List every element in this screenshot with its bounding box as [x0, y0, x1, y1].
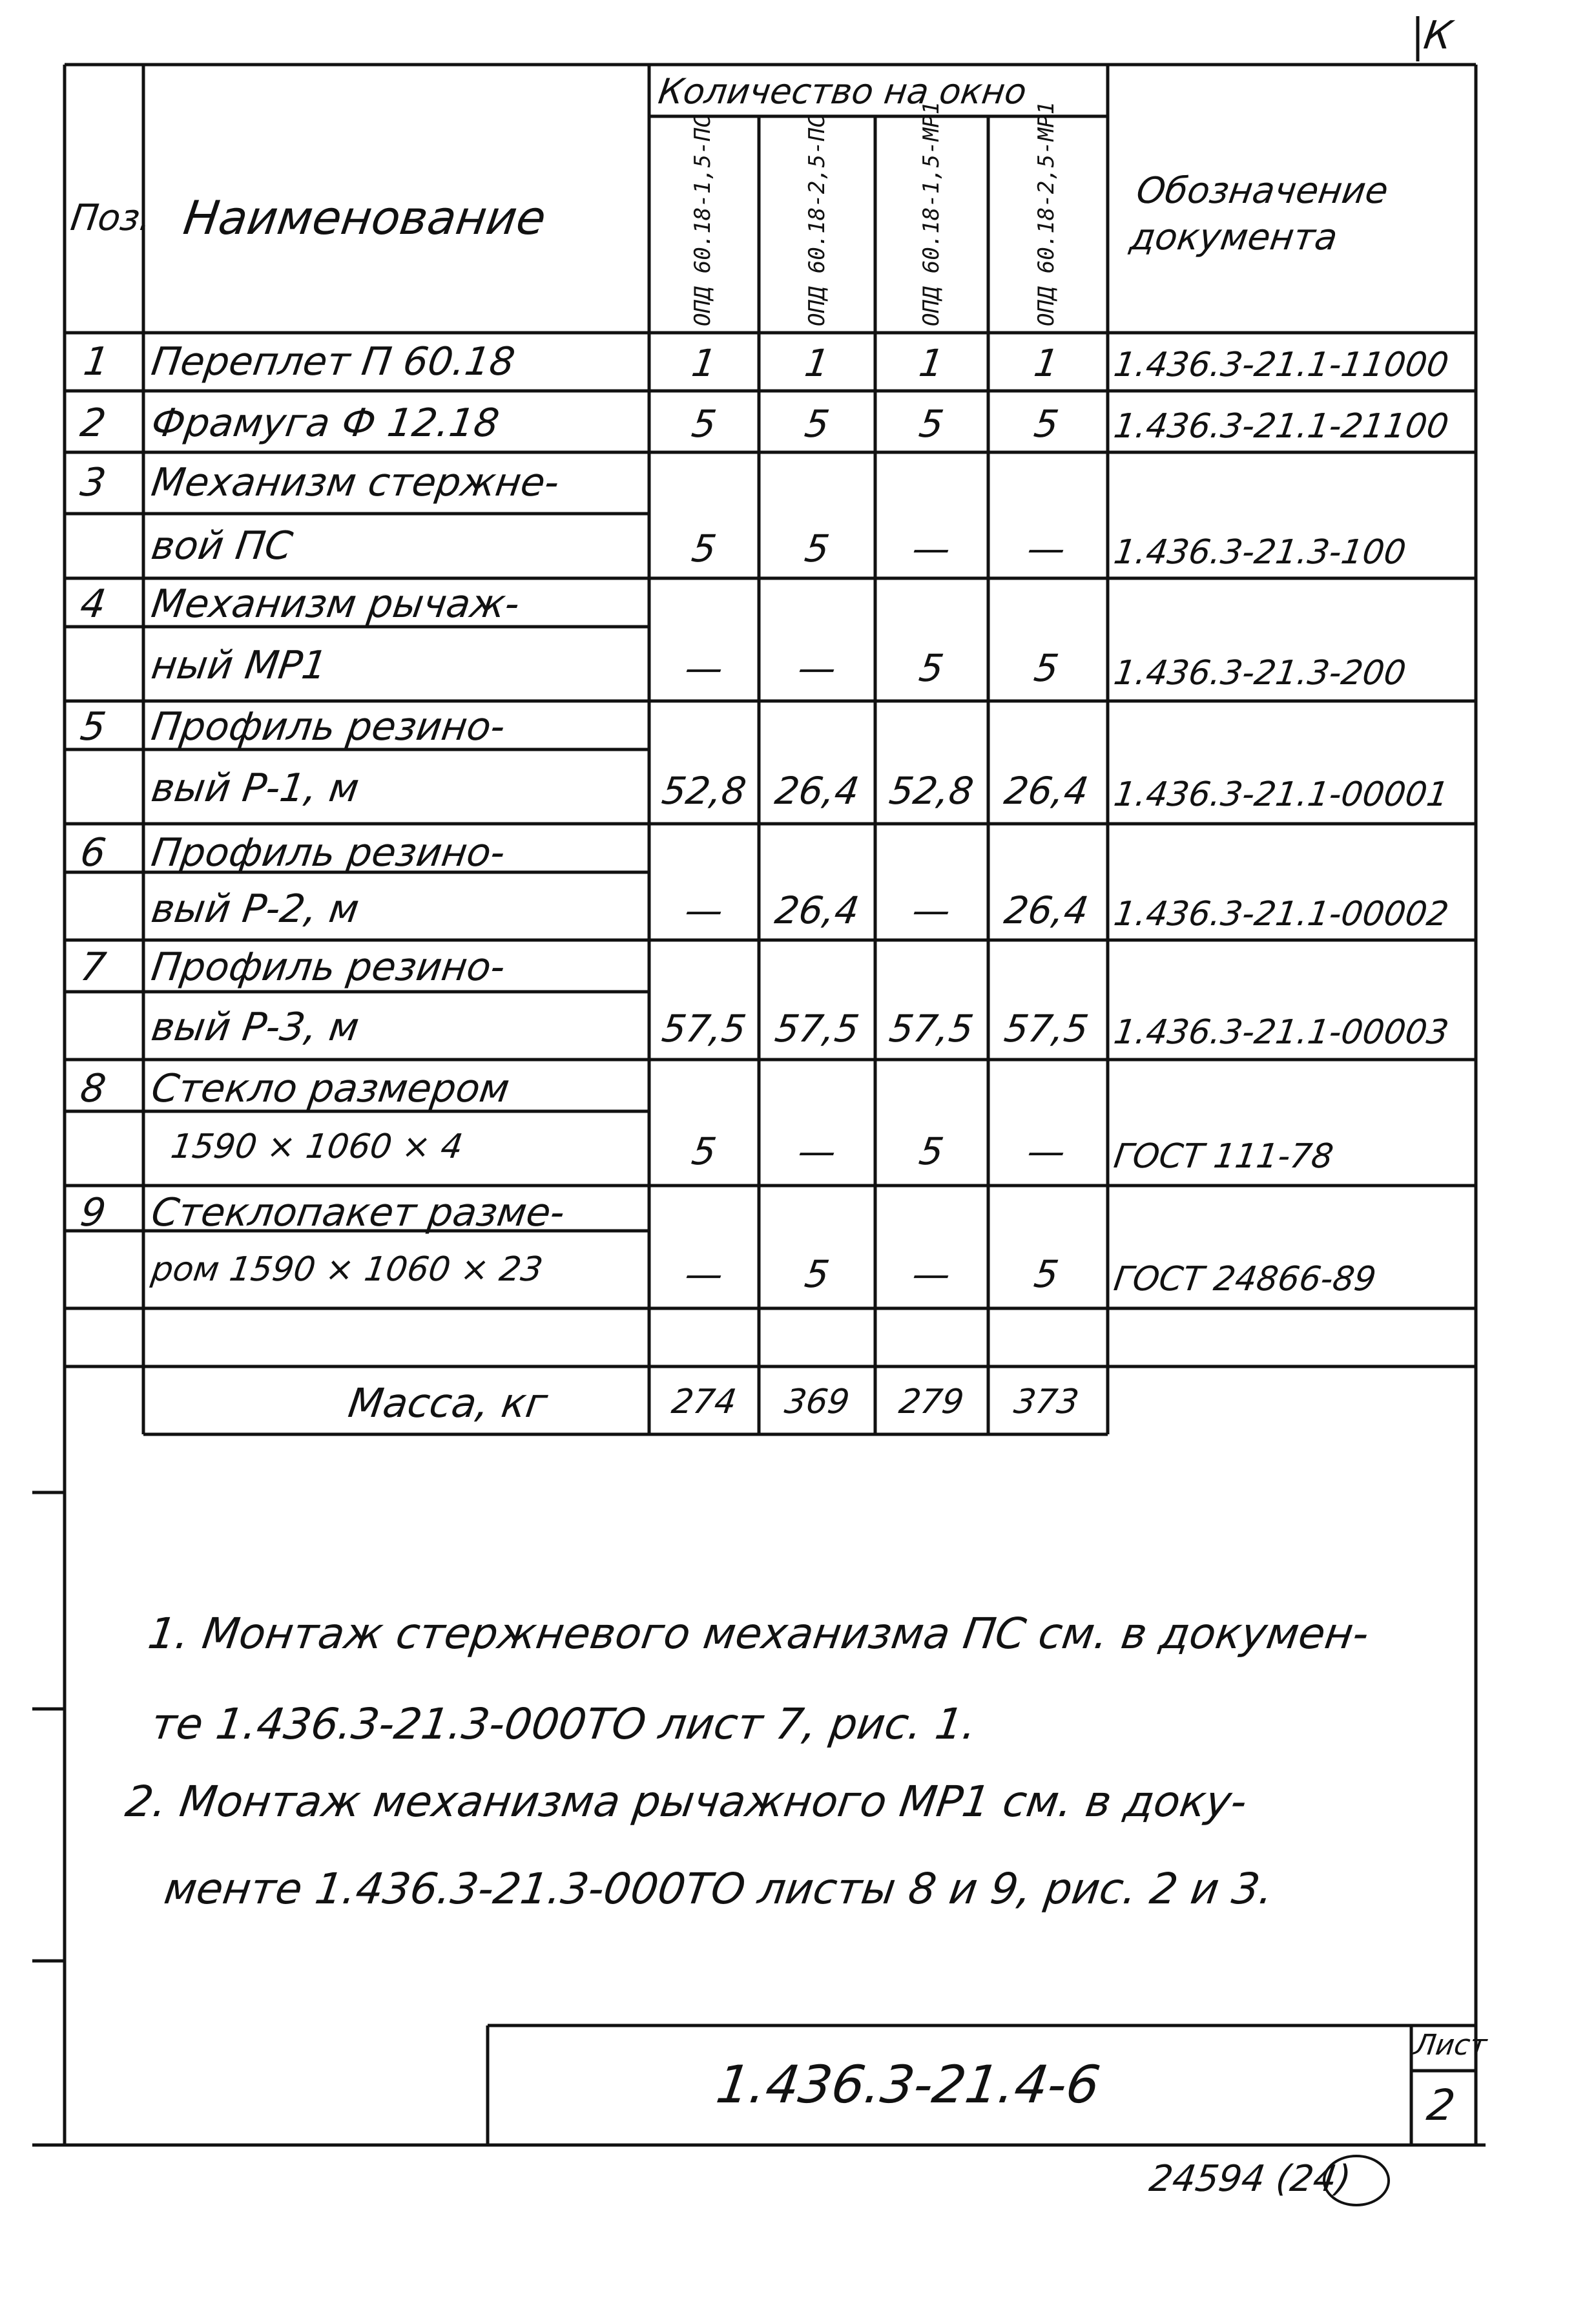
row-2-q2: 5 [802, 402, 833, 446]
row-1-q4: 1 [1031, 341, 1062, 385]
row-3-doc: 1.436.3-21.3-100 [1111, 533, 1409, 572]
row-7-pos: 7 [78, 945, 109, 990]
row-6-name-line1: Профиль резино- [149, 830, 508, 875]
header-variant-3: ОПД 60.18-1,5-МР1 [918, 101, 944, 326]
row-6-q3: — [909, 888, 953, 932]
row-8-q1: 5 [689, 1129, 720, 1173]
row-4-pos: 4 [78, 581, 109, 627]
header-pos: Поз. [68, 197, 154, 239]
row-3-q1: 5 [689, 527, 720, 570]
row-1-name: Переплет П 60.18 [149, 339, 518, 384]
footer-number: 24594 (24) [1146, 2158, 1354, 2200]
row-5-q1: 52,8 [659, 769, 749, 813]
row-7-q4: 57,5 [1001, 1007, 1092, 1051]
row-9-name-line1: Стеклопакет разме- [149, 1190, 568, 1235]
row-7-name-line2: вый Р-3, м [149, 1005, 362, 1050]
row-2-q4: 5 [1031, 402, 1062, 446]
row-6-q2: 26,4 [772, 888, 862, 932]
row-1-q2: 1 [802, 341, 833, 385]
row-7-q2: 57,5 [772, 1007, 862, 1051]
row-4-doc: 1.436.3-21.3-200 [1111, 654, 1409, 693]
row-4-q1: — [682, 646, 726, 690]
row-4-name-line2: ный МР1 [149, 643, 330, 688]
row-3-q3: — [909, 527, 953, 570]
row-7-q1: 57,5 [659, 1007, 749, 1051]
row-6-q1: — [682, 888, 726, 932]
note-2-line2: менте 1.436.3-21.3-000ТО листы 8 и 9, рис. 2 и 3. [161, 1864, 1277, 1914]
row-2-doc: 1.436.3-21.1-21100 [1111, 407, 1451, 446]
row-3-name-line1: Механизм стержне- [149, 460, 563, 505]
mass-q1: 274 [669, 1383, 739, 1421]
row-9-q1: — [682, 1252, 726, 1296]
row-4-q2: — [795, 646, 839, 690]
row-5-doc: 1.436.3-21.1-00001 [1111, 775, 1451, 814]
header-variant-1: ОПД 60.18-1,5-ПС [690, 114, 716, 326]
stamp-sheet-label: Лист [1412, 2029, 1489, 2062]
row-6-pos: 6 [78, 830, 109, 875]
row-3-q2: 5 [802, 527, 833, 570]
row-4-q3: 5 [916, 646, 947, 690]
row-2-pos: 2 [78, 401, 109, 446]
header-qty-group: Количество на окно [656, 71, 1030, 112]
header-variant-4: ОПД 60.18-2,5-МР1 [1033, 101, 1059, 326]
row-7-q3: 57,5 [886, 1007, 977, 1051]
row-8-doc: ГОСТ 111-78 [1111, 1137, 1336, 1176]
row-8-q3: 5 [916, 1129, 947, 1173]
mass-q3: 279 [896, 1383, 966, 1421]
row-8-pos: 8 [78, 1066, 109, 1111]
row-8-q4: — [1024, 1129, 1068, 1173]
row-8-name-line1: Стекло размером [149, 1066, 513, 1111]
row-9-name-line2: ром 1590 × 1060 × 23 [149, 1250, 545, 1289]
row-7-name-line1: Профиль резино- [149, 945, 508, 990]
header-name: Наименование [180, 191, 550, 245]
note-1-line2: те 1.436.3-21.3-000ТО лист 7, рис. 1. [148, 1699, 980, 1749]
row-1-doc: 1.436.3-21.1-11000 [1111, 346, 1451, 384]
mass-label: Масса, кг [345, 1379, 551, 1427]
row-8-name-line2: 1590 × 1060 × 4 [168, 1127, 466, 1166]
row-4-name-line1: Механизм рычаж- [149, 581, 523, 627]
row-8-q2: — [795, 1129, 839, 1173]
row-1-q1: 1 [689, 341, 720, 385]
note-1-line1: 1. Монтаж стержневого механизма ПС см. в докумен- [145, 1609, 1373, 1659]
row-5-q3: 52,8 [886, 769, 977, 813]
row-2-q1: 5 [689, 402, 720, 446]
mass-q2: 369 [782, 1383, 852, 1421]
row-3-q4: — [1024, 527, 1068, 570]
row-7-doc: 1.436.3-21.1-00003 [1111, 1013, 1451, 1052]
header-variant-2: ОПД 60.18-2,5-ПС [804, 114, 830, 326]
row-2-q3: 5 [916, 402, 947, 446]
row-6-q4: 26,4 [1001, 888, 1092, 932]
note-2-line1: 2. Монтаж механизма рычажного МР1 см. в доку- [122, 1777, 1250, 1826]
row-2-name: Фрамуга Ф 12.18 [149, 401, 503, 446]
row-5-name-line2: вый Р-1, м [149, 766, 362, 811]
row-1-q3: 1 [916, 341, 947, 385]
stamp-sheet-number: 2 [1424, 2080, 1458, 2130]
row-9-pos: 9 [78, 1190, 109, 1235]
corner-mark: К [1421, 13, 1455, 58]
row-6-name-line2: вый Р-2, м [149, 886, 362, 932]
mass-q4: 373 [1011, 1383, 1081, 1421]
row-5-pos: 5 [78, 704, 109, 749]
stamp-code: 1.436.3-21.4-6 [712, 2055, 1104, 2115]
row-3-name-line2: вой ПС [149, 523, 296, 569]
row-9-doc: ГОСТ 24866-89 [1111, 1260, 1379, 1299]
header-doc: Обозначение документа [1127, 170, 1391, 258]
row-5-q4: 26,4 [1001, 769, 1092, 813]
row-5-q2: 26,4 [772, 769, 862, 813]
row-6-doc: 1.436.3-21.1-00002 [1111, 895, 1451, 934]
row-3-pos: 3 [78, 460, 109, 505]
row-9-q4: 5 [1031, 1252, 1062, 1296]
row-1-pos: 1 [81, 339, 112, 384]
row-5-name-line1: Профиль резино- [149, 704, 508, 749]
row-9-q2: 5 [802, 1252, 833, 1296]
row-9-q3: — [909, 1252, 953, 1296]
row-4-q4: 5 [1031, 646, 1062, 690]
